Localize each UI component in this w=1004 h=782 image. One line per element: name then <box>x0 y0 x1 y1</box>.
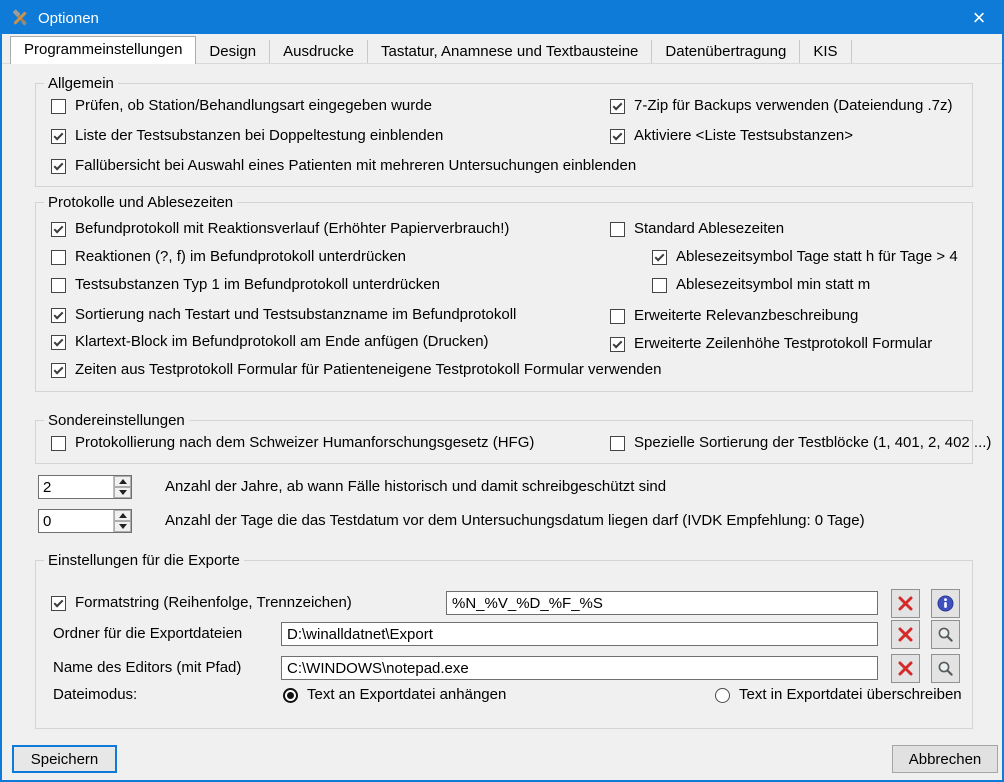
checkbox[interactable] <box>51 222 66 237</box>
tab-tastatur-anamnese-textbausteine[interactable]: Tastatur, Anamnese und Textbausteine <box>368 40 652 63</box>
formatstring-info-button[interactable] <box>931 589 960 618</box>
checkbox[interactable] <box>610 99 625 114</box>
checkbox[interactable] <box>51 99 66 114</box>
checkbox[interactable] <box>652 278 667 293</box>
tab-programmeinstellungen[interactable]: Programmeinstellungen <box>10 36 196 64</box>
tab-design[interactable]: Design <box>196 40 270 63</box>
checkbox-row <box>610 219 784 239</box>
checkbox-label: Sortierung nach Testart und Testsubstanzname im Befundprotokoll <box>75 306 517 323</box>
field-label-row <box>53 685 137 705</box>
checkbox[interactable] <box>610 129 625 144</box>
checkbox[interactable] <box>51 596 66 611</box>
editor-path-label: Name des Editors (mit Pfad) <box>53 659 242 676</box>
spinner-label-row <box>165 511 865 531</box>
checkbox-row <box>610 126 853 146</box>
group-title: Sondereinstellungen <box>44 412 189 429</box>
spinner-label: Anzahl der Tage die das Testdatum vor dem Untersuchungsdatum liegen darf (IVDK Empfehlung: 0 Tage) <box>165 512 865 529</box>
tab-kis[interactable]: KIS <box>800 40 851 63</box>
checkbox[interactable] <box>51 250 66 265</box>
spin-down-button[interactable] <box>114 487 131 498</box>
export-folder-input[interactable] <box>281 622 878 646</box>
checkbox-row <box>51 126 443 146</box>
checkbox-row <box>610 306 858 326</box>
file-mode-label: Dateimodus: <box>53 686 138 703</box>
checkbox-label: Klartext-Block im Befundprotokoll am Ende anfügen (Drucken) <box>75 333 489 350</box>
radio-label: Text in Exportdatei überschreiben <box>739 686 962 703</box>
checkbox-label: Standard Ablesezeiten <box>634 220 785 237</box>
days-testdate-spinner <box>38 509 132 533</box>
checkbox-label: Spezielle Sortierung der Testblöcke (1, 401, 2, 402 ...) <box>634 434 992 451</box>
checkbox-row <box>51 593 352 613</box>
tabbar <box>2 37 1002 64</box>
spin-up-icon <box>119 513 127 518</box>
editor-path-clear-button[interactable] <box>891 654 920 683</box>
group-title: Protokolle und Ablesezeiten <box>44 194 237 211</box>
field-label-row <box>53 624 242 644</box>
checkbox-label: Prüfen, ob Station/Behandlungsart eingegeben wurde <box>75 97 432 114</box>
magnifier-icon <box>937 626 954 643</box>
tools-icon <box>10 8 30 28</box>
formatstring-input[interactable] <box>446 591 878 615</box>
editor-path-browse-button[interactable] <box>931 654 960 683</box>
checkbox-label: Fallübersicht bei Auswahl eines Patienten mit mehreren Untersuchungen einblenden <box>75 157 637 174</box>
days-testdate-input[interactable] <box>39 510 113 532</box>
checkbox[interactable] <box>51 159 66 174</box>
spin-down-button[interactable] <box>114 521 131 532</box>
checkbox[interactable] <box>51 129 66 144</box>
checkbox-row <box>51 275 440 295</box>
checkbox-row <box>652 275 870 295</box>
years-historic-input[interactable] <box>39 476 113 498</box>
checkbox[interactable] <box>51 308 66 323</box>
checkbox[interactable] <box>51 278 66 293</box>
info-icon <box>937 595 954 612</box>
group-allgemein <box>35 75 973 187</box>
checkbox-label: Zeiten aus Testprotokoll Formular für Patienteneigene Testprotokoll Formular verwenden <box>75 361 662 378</box>
checkbox-label: Liste der Testsubstanzen bei Doppeltestung einblenden <box>75 127 444 144</box>
checkbox-label: Befundprotokoll mit Reaktionsverlauf (Erhöhter Papierverbrauch!) <box>75 220 510 237</box>
checkbox-row <box>51 96 432 116</box>
checkbox[interactable] <box>610 436 625 451</box>
group-title: Einstellungen für die Exporte <box>44 552 244 569</box>
checkbox[interactable] <box>51 335 66 350</box>
checkbox-row <box>51 305 516 325</box>
checkbox-label: Ablesezeitsymbol Tage statt h für Tage > 4 <box>676 248 958 265</box>
checkbox[interactable] <box>51 363 66 378</box>
tab-datenuebertragung[interactable]: Datenübertragung <box>652 40 800 63</box>
group-title: Allgemein <box>44 75 118 92</box>
editor-path-input[interactable] <box>281 656 878 680</box>
checkbox-label: Aktiviere <Liste Testsubstanzen> <box>634 127 854 144</box>
group-protokolle-ablesezeiten <box>35 194 973 392</box>
spin-down-icon <box>119 490 127 495</box>
checkbox-row <box>610 433 991 453</box>
checkbox-label: Erweiterte Relevanzbeschreibung <box>634 307 859 324</box>
checkbox[interactable] <box>51 436 66 451</box>
delete-x-icon <box>898 627 913 642</box>
export-folder-label: Ordner für die Exportdateien <box>53 625 243 642</box>
checkbox-row <box>51 247 406 267</box>
checkbox-label: Reaktionen (?, f) im Befundprotokoll unterdrücken <box>75 248 407 265</box>
radio-append[interactable] <box>283 688 298 703</box>
checkbox-row <box>652 247 958 267</box>
checkbox-label: Protokollierung nach dem Schweizer Humanforschungsgesetz (HFG) <box>75 434 535 451</box>
magnifier-icon <box>937 660 954 677</box>
tab-ausdrucke[interactable]: Ausdrucke <box>270 40 368 63</box>
checkbox-row <box>610 334 932 354</box>
close-icon: × <box>972 5 986 30</box>
window-title: Optionen <box>38 9 99 27</box>
field-label-row <box>53 658 241 678</box>
checkbox-label: Ablesezeitsymbol min statt m <box>676 276 871 293</box>
spinner-label: Anzahl der Jahre, ab wann Fälle historisch und damit schreibgeschützt sind <box>165 478 667 495</box>
checkbox-row <box>610 96 953 116</box>
spinner-label-row <box>165 477 666 497</box>
export-folder-browse-button[interactable] <box>931 620 960 649</box>
spin-up-button[interactable] <box>114 510 131 521</box>
spin-up-icon <box>119 479 127 484</box>
delete-x-icon <box>898 596 913 611</box>
checkbox-row <box>51 433 534 453</box>
group-sondereinstellungen <box>35 412 992 464</box>
checkbox-label: 7-Zip für Backups verwenden (Dateiendung .7z) <box>634 97 953 114</box>
checkbox[interactable] <box>652 250 667 265</box>
save-button[interactable]: Speichern <box>12 745 117 773</box>
years-historic-spinner <box>38 475 132 499</box>
checkbox-row <box>51 219 509 239</box>
checkbox[interactable] <box>610 337 625 352</box>
radio-row <box>283 685 506 705</box>
delete-x-icon <box>898 661 913 676</box>
formatstring-clear-button[interactable] <box>891 589 920 618</box>
checkbox-row <box>51 156 636 176</box>
checkbox-row <box>51 360 661 380</box>
spin-down-icon <box>119 524 127 529</box>
checkbox[interactable] <box>610 222 625 237</box>
group-export-einstellungen <box>35 552 973 729</box>
titlebar <box>2 2 1002 34</box>
radio-overwrite[interactable] <box>715 688 730 703</box>
close-button[interactable] <box>956 2 1002 34</box>
export-folder-clear-button[interactable] <box>891 620 920 649</box>
spin-up-button[interactable] <box>114 476 131 487</box>
radio-label: Text an Exportdatei anhängen <box>307 686 507 703</box>
radio-row <box>715 685 962 705</box>
checkbox-row <box>51 332 489 352</box>
checkbox-label: Formatstring (Reihenfolge, Trennzeichen) <box>75 594 352 611</box>
checkbox[interactable] <box>610 309 625 324</box>
checkbox-label: Erweiterte Zeilenhöhe Testprotokoll Formular <box>634 335 933 352</box>
cancel-button[interactable]: Abbrechen <box>892 745 998 773</box>
checkbox-label: Testsubstanzen Typ 1 im Befundprotokoll unterdrücken <box>75 276 440 293</box>
